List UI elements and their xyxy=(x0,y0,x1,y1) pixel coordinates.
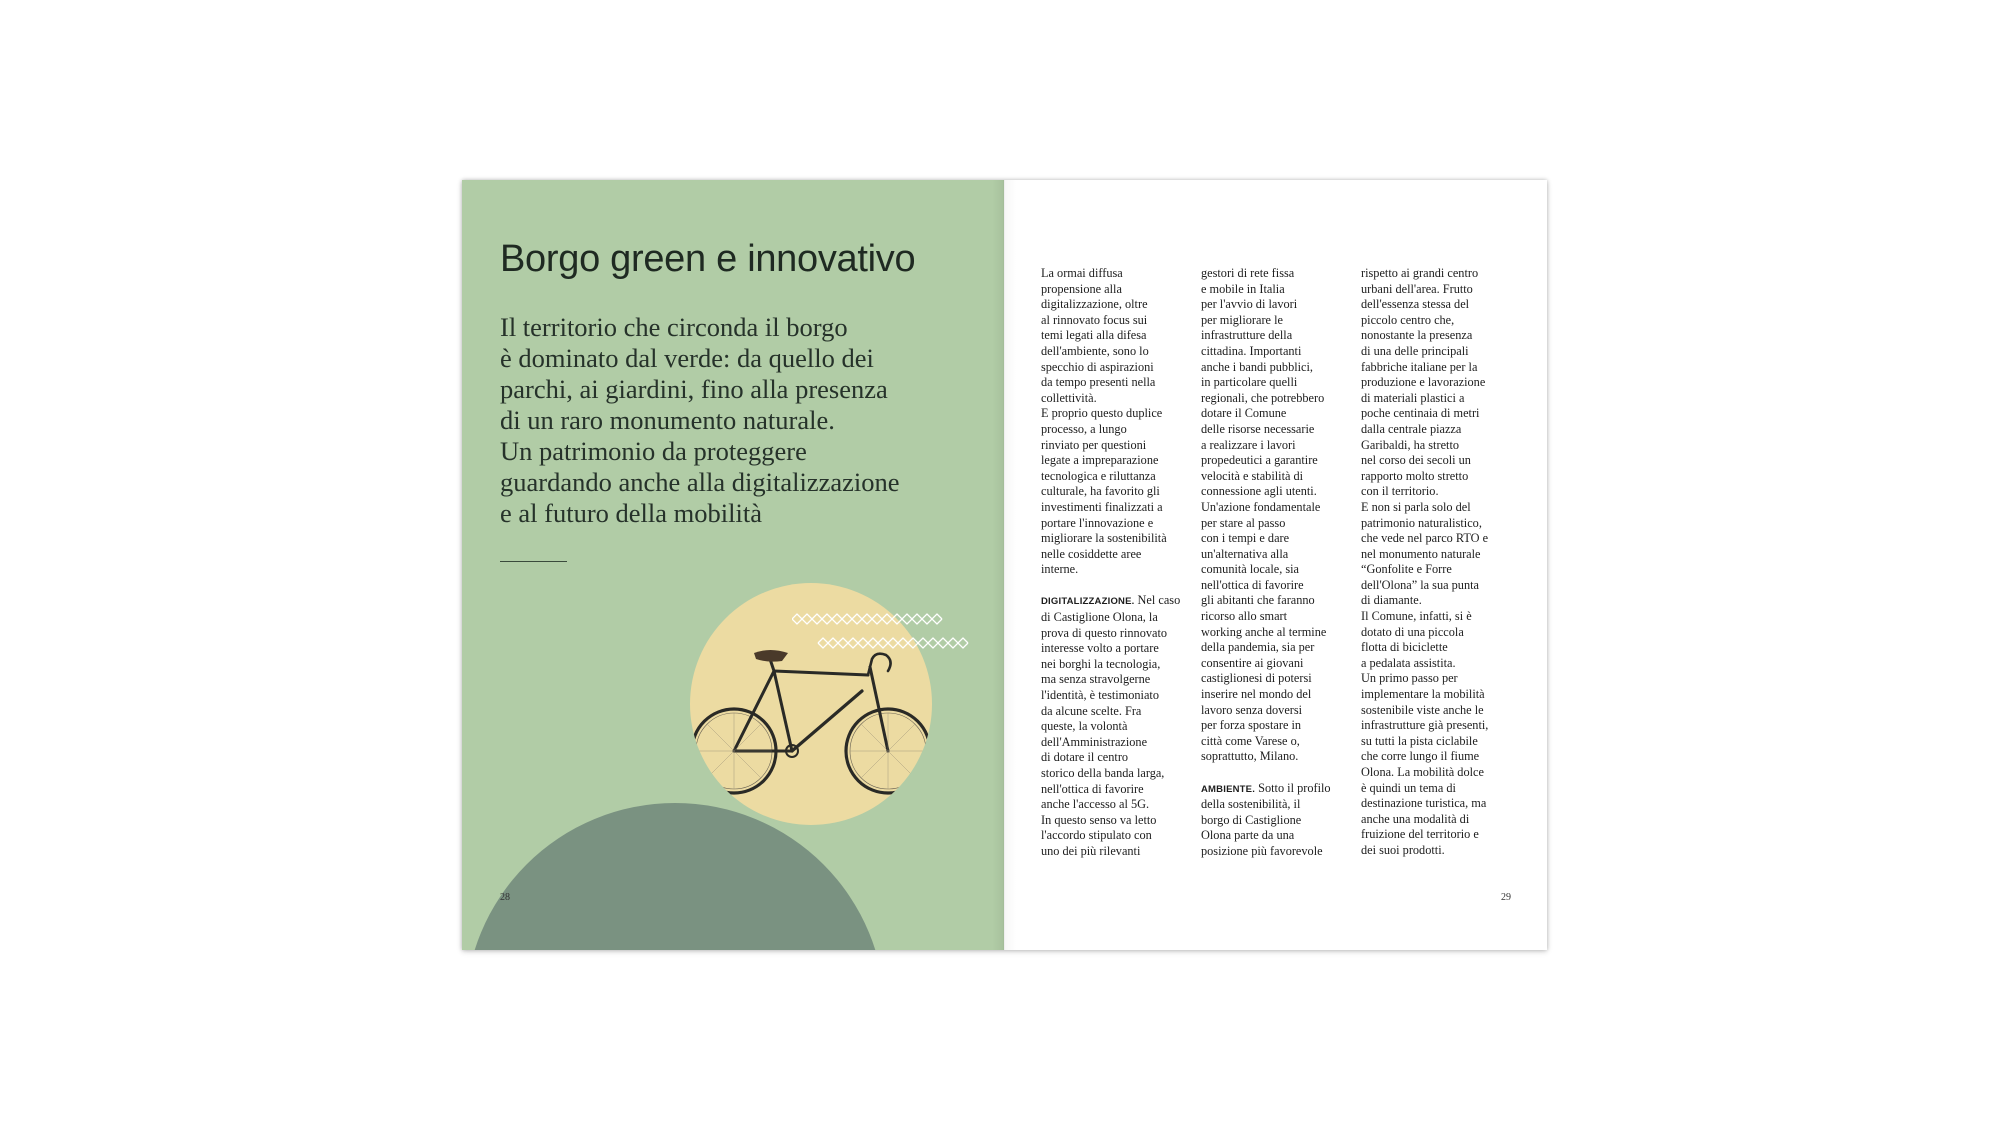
body-text-line: Il Comune, infatti, si è xyxy=(1361,609,1472,624)
body-text-line: nonostante la presenza xyxy=(1361,328,1473,343)
body-text-line: investimenti finalizzati a xyxy=(1041,499,1163,514)
body-text-line: è quindi un tema di xyxy=(1361,780,1456,795)
body-text-line: infrastrutture già presenti, xyxy=(1361,718,1489,733)
body-text-line: per l'avvio di lavori xyxy=(1201,297,1298,312)
body-text-line: dalla centrale piazza xyxy=(1361,421,1462,436)
body-text-line: rinviato per questioni xyxy=(1041,437,1147,452)
section-heading: DIGITALIZZAZIONE. xyxy=(1041,596,1135,608)
right-page xyxy=(1004,180,1547,950)
body-text-line: anche l'accesso al 5G. xyxy=(1041,797,1150,812)
body-text-line: delle risorse necessarie xyxy=(1201,421,1315,436)
text-column-1 xyxy=(1041,266,1196,860)
body-text-line: borgo di Castiglione xyxy=(1201,812,1302,827)
body-text-line: della pandemia, sia per xyxy=(1201,640,1315,655)
body-text-line: interne. xyxy=(1041,562,1079,577)
body-text-line: ma senza stravolgerne xyxy=(1041,672,1151,687)
body-text-line: un'alternativa alla xyxy=(1201,546,1289,561)
body-text-line: dotato di una piccola xyxy=(1361,624,1464,639)
body-text-line: anche i bandi pubblici, xyxy=(1201,359,1314,374)
body-text-line: lavoro senza doversi xyxy=(1201,702,1303,717)
intro-line: parchi, ai giardini, fino alla presenza xyxy=(500,374,888,404)
body-text-line: rapporto molto stretto xyxy=(1361,468,1469,483)
body-text-line: regionali, che potrebbero xyxy=(1201,390,1325,405)
body-text-line: portare l'innovazione e xyxy=(1041,515,1154,530)
body-text-line: dotare il Comune xyxy=(1201,406,1287,421)
body-text-line: da alcune scelte. Fra xyxy=(1041,703,1142,718)
body-text-line: uno dei più rilevanti xyxy=(1041,843,1141,858)
body-text-line: rispetto ai grandi centro xyxy=(1361,266,1479,280)
body-text-line: storico della banda larga, xyxy=(1041,766,1165,780)
body-text-line: dell'Olona” la sua punta xyxy=(1361,577,1479,592)
body-text-line: gestori di rete fissa xyxy=(1201,266,1295,280)
body-text-line: migliorare la sostenibilità xyxy=(1041,531,1167,546)
body-text-line: “Gonfolite e Forre xyxy=(1361,562,1452,577)
body-text-line: specchio di aspirazioni xyxy=(1041,359,1154,374)
body-text-line: Un'azione fondamentale xyxy=(1201,499,1321,514)
body-text-line: dell'ambiente, sono lo xyxy=(1041,343,1149,358)
body-text-line: dei suoi prodotti. xyxy=(1361,842,1445,857)
body-text-line: In questo senso va letto xyxy=(1041,812,1157,827)
body-text-line: l'accordo stipulato con xyxy=(1041,828,1152,843)
body-text-line: propensione alla xyxy=(1041,281,1122,296)
paragraph-gap xyxy=(1201,765,1356,781)
body-text-line: dell'essenza stessa del xyxy=(1361,297,1470,312)
body-text-line: nelle cosiddette aree xyxy=(1041,546,1142,561)
body-text-line: l'identità, è testimoniato xyxy=(1041,688,1159,703)
body-text-line: legate a impreparazione xyxy=(1041,453,1159,468)
body-text-line: Un primo passo per xyxy=(1361,671,1458,686)
zigzag-pattern xyxy=(792,612,992,652)
body-text-line: dell'Amministrazione xyxy=(1041,734,1148,749)
body-text-line: urbani dell'area. Frutto xyxy=(1361,281,1473,296)
body-text-line: con i tempi e dare xyxy=(1201,531,1290,546)
left-page xyxy=(462,180,1004,950)
body-text-line: gli abitanti che faranno xyxy=(1201,593,1315,608)
page-number-right: 29 xyxy=(1501,892,1511,903)
intro-line: guardando anche alla digitalizzazione xyxy=(500,467,900,497)
body-text-line: cittadina. Importanti xyxy=(1201,343,1302,358)
body-text-line: anche una modalità di xyxy=(1361,811,1470,826)
body-text-line: tecnologica e riluttanza xyxy=(1041,468,1156,483)
body-text-line: su tutti la pista ciclabile xyxy=(1361,733,1478,748)
body-text-line: di diamante. xyxy=(1361,593,1422,608)
body-text-line: destinazione turistica, ma xyxy=(1361,796,1487,811)
body-text-line: working anche al termine xyxy=(1201,624,1327,639)
body-text-line: implementare la mobilità xyxy=(1361,687,1485,702)
body-text-line: AMBIENTE. Sotto il profilo xyxy=(1201,780,1331,795)
body-text-line: ricorso allo smart xyxy=(1201,609,1288,624)
intro-line: è dominato dal verde: da quello dei xyxy=(500,343,874,373)
body-text-line: E non si parla solo del xyxy=(1361,499,1471,514)
body-text-line: in particolare quelli xyxy=(1201,375,1298,390)
body-text-line: posizione più favorevole xyxy=(1201,843,1323,858)
body-text-line: sostenibile viste anche le xyxy=(1361,702,1484,717)
body-text-line: che corre lungo il fiume xyxy=(1361,749,1480,764)
body-text-line: per forza spostare in xyxy=(1201,718,1302,733)
body-text-line: con il territorio. xyxy=(1361,484,1439,499)
body-text-line: queste, la volontà xyxy=(1041,719,1128,734)
body-text-line: produzione e lavorazione xyxy=(1361,375,1486,390)
body-text-line: collettività. xyxy=(1041,390,1097,405)
intro-paragraph xyxy=(500,312,990,529)
body-text-line: DIGITALIZZAZIONE. Nel caso xyxy=(1041,593,1181,608)
body-text-line: a pedalata assistita. xyxy=(1361,655,1456,670)
body-text-line: temi legati alla difesa xyxy=(1041,328,1147,343)
body-text-line: di Castiglione Olona, la xyxy=(1041,610,1158,625)
body-text-line: al rinnovato focus sui xyxy=(1041,312,1148,327)
body-text-line: a realizzare i lavori xyxy=(1201,437,1296,452)
body-text-line: della sostenibilità, il xyxy=(1201,797,1301,812)
section-heading: AMBIENTE. xyxy=(1201,783,1256,795)
intro-line: Un patrimonio da proteggere xyxy=(500,436,807,466)
body-text-line: infrastrutture della xyxy=(1201,328,1293,343)
intro-line: Il territorio che circonda il borgo xyxy=(500,312,848,342)
body-text-line: e mobile in Italia xyxy=(1201,281,1285,296)
body-text-line: di materiali plastici a xyxy=(1361,390,1465,405)
body-text-line: soprattutto, Milano. xyxy=(1201,749,1299,764)
intro-line: di un raro monumento naturale. xyxy=(500,405,835,435)
divider-rule xyxy=(500,561,567,562)
body-text-line: velocità e stabilità di xyxy=(1201,468,1304,483)
text-column-3 xyxy=(1361,266,1516,859)
body-text-line: nel monumento naturale xyxy=(1361,546,1481,561)
body-text-line: Olona. La mobilità dolce xyxy=(1361,765,1484,779)
body-text-line: per migliorare le xyxy=(1201,312,1283,327)
body-text-line: di una delle principali xyxy=(1361,343,1469,358)
body-text-line: consentire ai giovani xyxy=(1201,655,1304,670)
body-text-line: poche centinaia di metri xyxy=(1361,406,1480,421)
body-text-line: La ormai diffusa xyxy=(1041,266,1123,280)
body-text-line: per stare al passo xyxy=(1201,515,1286,530)
body-text-line: patrimonio naturalistico, xyxy=(1361,515,1482,530)
body-text-line: E proprio questo duplice xyxy=(1041,406,1163,421)
body-text-line: propedeutici a garantire xyxy=(1201,453,1318,468)
body-text-line: processo, a lungo xyxy=(1041,421,1127,436)
body-text-line: inserire nel mondo del xyxy=(1201,687,1312,702)
body-text-line: nell'ottica di favorire xyxy=(1041,781,1144,796)
decorative-dark-circle xyxy=(465,803,885,950)
body-text-line: Garibaldi, ha stretto xyxy=(1361,437,1460,452)
body-text-line: di dotare il centro xyxy=(1041,750,1129,765)
body-text-line: digitalizzazione, oltre xyxy=(1041,297,1148,312)
body-text-line: comunità locale, sia xyxy=(1201,562,1299,577)
body-text-line: da tempo presenti nella xyxy=(1041,375,1156,390)
body-text-line: nell'ottica di favorire xyxy=(1201,577,1304,592)
body-text-line: che vede nel parco RTO e xyxy=(1361,531,1489,546)
body-text-line: nei borghi la tecnologia, xyxy=(1041,656,1161,671)
body-text-line: interesse volto a portare xyxy=(1041,641,1159,656)
magazine-spread xyxy=(462,180,1547,950)
body-text-line: culturale, ha favorito gli xyxy=(1041,484,1160,499)
page-number-left: 28 xyxy=(500,892,510,903)
body-text-line: piccolo centro che, xyxy=(1361,312,1455,327)
page-title: Borgo green e innovativo xyxy=(500,238,916,280)
body-text-line: flotta di biciclette xyxy=(1361,640,1448,655)
body-text-line: castiglionesi di potersi xyxy=(1201,671,1312,686)
paragraph-gap xyxy=(1041,578,1196,594)
body-text-line: nel corso dei secoli un xyxy=(1361,453,1471,468)
body-text-line: fruizione del territorio e xyxy=(1361,827,1479,842)
body-text-line: prova di questo rinnovato xyxy=(1041,625,1168,640)
body-text-line: città come Varese o, xyxy=(1201,733,1300,748)
text-column-2 xyxy=(1201,266,1356,860)
body-text-line: Olona parte da una xyxy=(1201,828,1295,843)
body-text-line: fabbriche italiane per la xyxy=(1361,359,1478,374)
intro-line: e al futuro della mobilità xyxy=(500,498,762,528)
body-text-line: connessione agli utenti. xyxy=(1201,484,1317,499)
